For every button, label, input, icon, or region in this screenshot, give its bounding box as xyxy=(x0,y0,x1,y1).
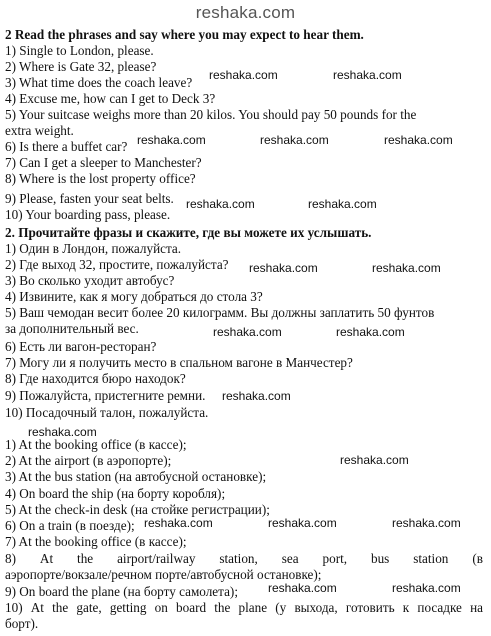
word: (у xyxy=(275,600,287,615)
answer-line-7: 7) At the booking office (в кассе); xyxy=(5,534,187,549)
answer-line-4: 4) On board the ship (на борту коробля); xyxy=(5,486,226,501)
section-ru-heading: 2. Прочитайте фразы и скажите, где вы можете их услышать. xyxy=(5,225,372,240)
word: посадке xyxy=(417,600,462,615)
ru-line-6: 6) Есть ли вагон-ресторан? xyxy=(5,339,157,354)
watermark: reshaka.com xyxy=(268,516,337,530)
ru-line-7: 7) Могу ли я получить место в спальном вагоне в Манчестер? xyxy=(5,355,353,370)
watermark: reshaka.com xyxy=(186,197,255,211)
watermark: reshaka.com xyxy=(372,261,441,275)
watermark: reshaka.com xyxy=(333,68,402,82)
word: At xyxy=(39,551,54,566)
en-line-2: 2) Where is Gate 32, please? xyxy=(5,59,157,74)
watermark: reshaka.com xyxy=(340,453,409,467)
answer-line-1: 1) At the booking office (в кассе); xyxy=(5,437,187,452)
word: plane xyxy=(238,600,268,615)
word: the xyxy=(77,551,94,566)
word: on xyxy=(154,600,168,615)
answer-line-3: 3) At the bus station (на автобусной остановке); xyxy=(5,469,267,484)
word: station xyxy=(413,551,449,566)
watermark: reshaka.com xyxy=(249,261,318,275)
word: выхода, xyxy=(294,600,338,615)
ru-line-1: 1) Один в Лондон, пожалуйста. xyxy=(5,241,182,256)
ru-line-5-cont: за дополнительный вес. xyxy=(5,321,139,336)
watermark: reshaka.com xyxy=(384,133,453,147)
watermark: reshaka.com xyxy=(392,516,461,530)
answer-line-10-cont: борт). xyxy=(5,616,39,631)
watermark: reshaka.com xyxy=(260,133,329,147)
word: gate, xyxy=(76,600,102,615)
watermark: reshaka.com xyxy=(268,581,337,595)
word: 8) xyxy=(5,551,16,566)
word: (в xyxy=(472,551,483,566)
ru-line-8: 8) Где находится бюро находок? xyxy=(5,371,186,386)
word: к xyxy=(402,600,410,615)
word: на xyxy=(470,600,483,615)
word: готовить xyxy=(345,600,395,615)
word: station, xyxy=(219,551,258,566)
ru-line-10: 10) Посадочный талон, пожалуйста. xyxy=(5,405,209,420)
word: airport/railway xyxy=(117,551,196,566)
site-header: reshaka.com xyxy=(195,3,296,22)
en-line-5-cont: extra weight. xyxy=(5,123,74,138)
ru-line-2: 2) Где выход 32, простите, пожалуйста? xyxy=(5,257,229,272)
word: At xyxy=(30,600,44,615)
ru-line-4: 4) Извините, как я могу добраться до стола 3? xyxy=(5,289,263,304)
answer-line-6: 6) On a train (в поезде); xyxy=(5,518,135,533)
watermark: reshaka.com xyxy=(144,516,213,530)
watermark: reshaka.com xyxy=(336,325,405,339)
word: the xyxy=(52,600,69,615)
watermark: reshaka.com xyxy=(308,197,377,211)
ru-line-3: 3) Во сколько уходит автобус? xyxy=(5,273,175,288)
en-line-4: 4) Excuse me, how can I get to Deck 3? xyxy=(5,91,216,106)
watermark: reshaka.com xyxy=(209,68,278,82)
en-line-1: 1) Single to London, please. xyxy=(5,43,154,58)
en-line-5: 5) Your suitcase weighs more than 20 kilos. You should pay 50 pounds for the xyxy=(5,107,417,122)
en-line-10: 10) Your boarding pass, please. xyxy=(5,207,171,222)
word: board xyxy=(176,600,207,615)
answer-line-2: 2) At the airport (в аэропорте); xyxy=(5,453,172,468)
ru-line-9: 9) Пожалуйста, пристегните ремни. xyxy=(5,388,206,403)
en-line-6: 6) Is there a buffet car? xyxy=(5,139,128,154)
answer-line-8-cont: аэропорте/вокзале/речном порте/автобусной остановке); xyxy=(5,567,322,582)
word: bus xyxy=(370,551,390,566)
word: sea xyxy=(281,551,299,566)
en-line-7: 7) Can I get a sleeper to Manchester? xyxy=(5,155,202,170)
word: port, xyxy=(322,551,348,566)
word: 10) xyxy=(5,600,23,615)
watermark: reshaka.com xyxy=(222,389,291,403)
word: getting xyxy=(109,600,147,615)
answer-line-9: 9) On board the plane (на борту самолета); xyxy=(5,584,238,599)
answer-line-10 xyxy=(5,600,483,616)
watermark: reshaka.com xyxy=(137,133,206,147)
word: the xyxy=(214,600,231,615)
answer-line-8 xyxy=(5,551,483,567)
ru-line-5: 5) Ваш чемодан весит более 20 килограмм. Вы должны заплатить 50 фунтов xyxy=(5,305,435,320)
watermark: reshaka.com xyxy=(28,425,97,439)
answer-line-5: 5) At the check-in desk (на стойке регистрации); xyxy=(5,502,270,517)
section-en-heading: 2 Read the phrases and say where you may expect to hear them. xyxy=(5,27,364,42)
watermark: reshaka.com xyxy=(213,325,282,339)
watermark: reshaka.com xyxy=(392,581,461,595)
en-line-8: 8) Where is the lost property office? xyxy=(5,171,196,186)
en-line-3: 3) What time does the coach leave? xyxy=(5,75,193,90)
en-line-9: 9) Please, fasten your seat belts. xyxy=(5,191,174,206)
